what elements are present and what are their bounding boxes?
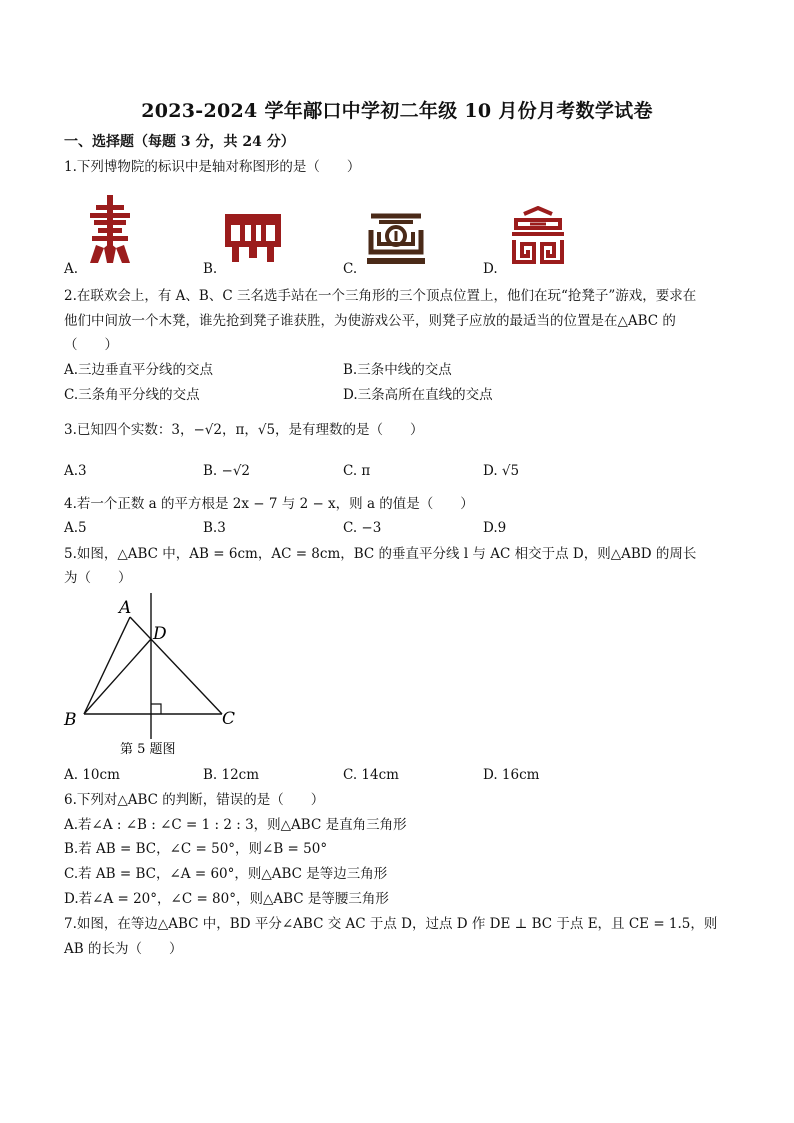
q5-triangle-figure	[60, 593, 250, 761]
q1-option-b: B.	[203, 261, 218, 277]
side-ac	[130, 617, 222, 714]
question-2-line-1: 2.在联欢会上，有 A、B、C 三名选手站在一个三角形的三个顶点位置上，他们在玩“抢凳子”游戏，要求在	[64, 288, 697, 304]
q3-option-b: B. −√2	[203, 463, 251, 479]
q2-option-d: D.三条高所在直线的交点	[343, 387, 493, 403]
q2-option-c: C.三条角平分线的交点	[64, 387, 200, 403]
q1-option-a: A.	[64, 261, 79, 277]
right-angle-mark	[151, 704, 161, 714]
q3-option-a: A.3	[64, 463, 87, 479]
q5-option-a: A. 10cm	[64, 767, 120, 783]
question-7-line-1: 7.如图，在等边△ABC 中，BD 平分∠ABC 交 AC 于点 D，过点 D 作 DE ⊥ BC 于点 E，且 CE = 1.5，则	[64, 916, 718, 932]
q2-option-a: A.三边垂直平分线的交点	[64, 362, 214, 378]
q1-option-d: D.	[483, 261, 498, 277]
label-c: C	[222, 709, 236, 729]
side-ab	[84, 617, 130, 714]
q3-option-c: C. π	[343, 463, 371, 479]
q6-option-c: C.若 AB = BC，∠A = 60°，则△ABC 是等边三角形	[64, 866, 388, 882]
label-d: D	[153, 624, 167, 644]
q2-option-b: B.三条中线的交点	[343, 362, 452, 378]
q6-option-a: A.若∠A : ∠B : ∠C = 1 : 2 : 3，则△ABC 是直角三角形	[64, 817, 407, 833]
museum-logo-d	[508, 206, 568, 264]
museum-logo-b	[224, 212, 282, 264]
museum-logo-c	[365, 210, 427, 266]
q6-option-b: B.若 AB = BC，∠C = 50°，则∠B = 50°	[64, 841, 328, 857]
q4-option-b: B.3	[203, 520, 226, 536]
label-a: A	[119, 598, 132, 618]
question-5-line-2: 为（ ）	[64, 570, 132, 586]
question-6: 6.下列对△ABC 的判断，错误的是（ ）	[64, 792, 325, 808]
q4-option-d: D.9	[483, 520, 507, 536]
q6-option-d: D.若∠A = 20°，∠C = 80°，则△ABC 是等腰三角形	[64, 891, 389, 907]
q5-option-b: B. 12cm	[203, 767, 260, 783]
question-5-line-1: 5.如图，△ABC 中，AB = 6cm，AC = 8cm，BC 的垂直平分线 l 与 AC 相交于点 D，则△ABD 的周长	[64, 546, 697, 562]
question-4: 4.若一个正数 a 的平方根是 2x − 7 与 2 − x，则 a 的值是（ ）	[64, 496, 474, 512]
section-heading: 一、选择题（每题 3 分，共 24 分）	[64, 134, 295, 150]
figure-caption: 第 5 题图	[120, 742, 176, 757]
label-b: B	[64, 710, 77, 730]
question-1: 1.下列博物院的标识中是轴对称图形的是（ ）	[64, 159, 361, 175]
q4-option-c: C. −3	[343, 520, 382, 536]
question-7-line-2: AB 的长为（ ）	[64, 941, 183, 957]
question-2-line-2: 他们中间放一个木凳，谁先抢到凳子谁获胜，为使游戏公平，则凳子应放的最适当的位置是在△ABC 的	[64, 313, 676, 329]
q5-option-d: D. 16cm	[483, 767, 540, 783]
segment-bd	[84, 639, 151, 714]
exam-title: 2023-2024 学年鄗口中学初二年级 10 月份月考数学试卷	[141, 100, 653, 122]
q1-option-c: C.	[343, 261, 358, 277]
q5-option-c: C. 14cm	[343, 767, 399, 783]
question-2-line-3: （ ）	[64, 337, 118, 353]
question-3: 3.已知四个实数：3，−√2，π，√5，是有理数的是（ ）	[64, 422, 424, 438]
q4-option-a: A.5	[64, 520, 87, 536]
q3-option-d: D. √5	[483, 463, 520, 479]
museum-logo-a	[86, 193, 134, 265]
